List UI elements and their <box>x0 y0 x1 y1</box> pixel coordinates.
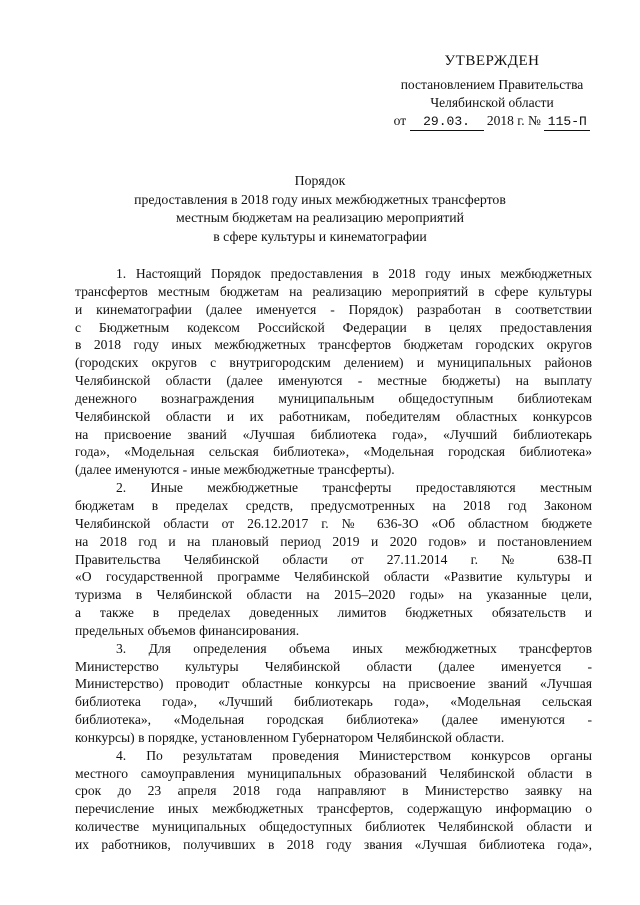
body-line: а также в пределах доведенных лимитов бюджетных обязательств и <box>75 605 592 621</box>
body-line: денежного вознаграждения муниципальным общедоступным библиотекам <box>75 390 592 406</box>
document-body <box>75 265 592 854</box>
body-line: на 2018 год и на плановый период 2019 и 2020 годов» и постановлением <box>75 533 592 549</box>
body-line: Челябинской области (далее именуются - местные бюджеты) на выплату <box>75 373 592 389</box>
date-prefix: от <box>393 113 407 128</box>
body-line: Министерство) проводит областные конкурсы на присвоение званий «Лучшая <box>75 676 592 692</box>
title-line-4: в сфере культуры и кинематографии <box>213 228 427 244</box>
body-line: 1. Настоящий Порядок предоставления в 2018 году иных межбюджетных <box>116 266 592 281</box>
body-line: предельных объемов финансирования. <box>75 622 300 638</box>
title-line-2: предоставления в 2018 году иных межбюджетных трансфертов <box>134 191 506 207</box>
body-line: библиотека», «Модельная городская библиотека» (далее именуются - <box>75 712 592 728</box>
body-line: 2. Иные межбюджетные трансферты предоставляются местным <box>116 480 592 496</box>
body-line: в 2018 году иных межбюджетных трансфертов бюджетам городских округов <box>75 337 592 353</box>
approval-title: УТВЕРЖДЕН <box>444 53 540 69</box>
body-line: Челябинской области и их работникам, победителям областных конкурсов <box>75 408 592 424</box>
approval-date-line <box>382 112 602 131</box>
body-line: 4. По результатам проведения Министерством конкурсов органы <box>116 747 592 763</box>
body-line: срок до 23 апреля 2018 года направляют в Министерство заявку на <box>75 783 592 799</box>
decree-number: 115-П <box>544 114 590 131</box>
body-line: перечисление иных межбюджетных трансфертов, содержащую информацию о <box>75 801 592 817</box>
body-line: бюджетам в пределах средств, предусмотренных на 2018 год Законом <box>75 497 592 513</box>
body-line: Министерство культуры Челябинской области (далее именуется - <box>75 658 592 674</box>
date-value: 29.03. <box>410 114 484 131</box>
body-line: с Бюджетным кодексом Российской Федерации в целях предоставления <box>75 319 592 335</box>
body-line: местного самоуправления муниципальных образований Челябинской области в <box>75 765 592 781</box>
title-line-3: местным бюджетам на реализацию мероприятий <box>175 210 465 225</box>
body-line: Правительства Челябинской области от 27.11.2014 г. № 638-П <box>75 551 592 567</box>
body-line: «О государственной программе Челябинской области «Развитие культуры и <box>75 569 592 585</box>
body-line: на присвоение званий «Лучшая библиотека года», «Лучший библиотекарь <box>75 426 592 442</box>
year-text: 2018 г. № <box>486 113 541 128</box>
body-line: трансфертов местным бюджетам на реализацию мероприятий в сфере культуры <box>75 283 592 299</box>
body-line: (городских округов с внутригородским делением) и муниципальных районов <box>75 355 592 371</box>
body-line: 3. Для определения объема иных межбюджетных трансфертов <box>116 640 592 656</box>
body-line: и кинематографии (далее именуется - Порядок) разработан в соответствии <box>75 301 592 317</box>
approval-stamp <box>382 52 602 131</box>
body-line: Челябинской области от 26.12.2017 г. № 636-ЗО «Об областном бюджете <box>75 515 592 531</box>
body-line: их работников, получивших в 2018 году звания «Лучшая библиотека года», <box>75 837 592 852</box>
body-line: (далее именуются - иные межбюджетные трансферты). <box>75 462 395 478</box>
title-line-1: Порядок <box>294 173 346 188</box>
approval-line-2: Челябинской области <box>430 95 554 110</box>
body-line: туризма в Челябинской области на 2015–2020 годы» на указанные цели, <box>75 587 592 603</box>
body-line: количестве муниципальных общедоступных библиотек Челябинской области и <box>75 819 592 835</box>
document-title <box>60 172 580 246</box>
body-line: библиотека года», «Лучший библиотекарь года», «Модельная сельская <box>75 694 592 710</box>
body-line: года», «Модельная сельская библиотека», «Модельная городская библиотека» <box>75 444 592 460</box>
approval-line-1: постановлением Правительства <box>400 77 584 92</box>
body-line: конкурсы) в порядке, установленном Губернатором Челябинской области. <box>75 729 505 745</box>
